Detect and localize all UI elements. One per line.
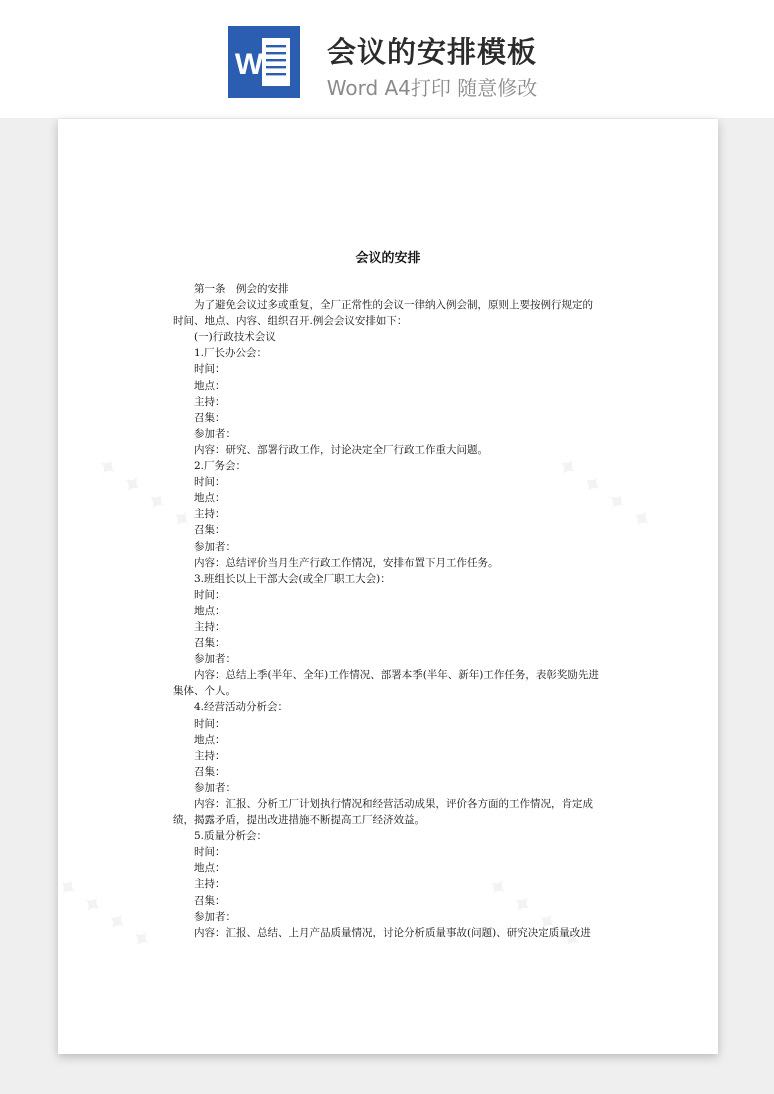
document-line: 参加者： bbox=[194, 910, 236, 923]
document-line: 时间： bbox=[194, 363, 226, 376]
document-line: 内容：汇报、总结、上月产品质量情况，讨论分析质量事故(问题)、研究决定质量改进 bbox=[194, 926, 591, 939]
document-line: 地点： bbox=[194, 862, 226, 875]
word-icon-letter: W bbox=[234, 48, 264, 81]
document-line: 参加者： bbox=[194, 427, 236, 440]
document-line: 参加者： bbox=[194, 540, 236, 553]
document-line: 召集： bbox=[194, 411, 226, 424]
document-line: 召集： bbox=[194, 524, 226, 537]
document-line: 时间： bbox=[194, 476, 226, 489]
watermark-bottom-left bbox=[58, 870, 158, 959]
document-line: 主持： bbox=[194, 395, 226, 408]
document-line: 地点： bbox=[194, 379, 226, 392]
document-line: 主持： bbox=[194, 508, 226, 521]
document-line: 主持： bbox=[194, 749, 226, 762]
document-line: (一)行政技术会议 bbox=[194, 331, 276, 344]
document-line: 地点： bbox=[194, 492, 226, 505]
document-line: 4.经营活动分析会： bbox=[194, 701, 289, 714]
document-line: 5.质量分析会： bbox=[194, 830, 268, 843]
document-line: 时间： bbox=[194, 846, 226, 859]
document-line: 时间： bbox=[194, 717, 226, 730]
template-title: 会议的安排模板 bbox=[326, 35, 537, 69]
document-line: 第一条 例会的安排 bbox=[194, 283, 289, 295]
document-title: 会议的安排 bbox=[355, 251, 421, 266]
document-line: 1.厂长办公会： bbox=[194, 347, 268, 360]
document-line: 地点： bbox=[194, 733, 226, 746]
document-line: 2.厂务会： bbox=[194, 460, 247, 473]
document-line: 内容：总结上季(半年、全年)工作情况、部署本季(半年、新年)工作任务，表彰奖励先进集体、个人。 bbox=[173, 669, 599, 698]
document-line: 3.班组长以上干部大会(或全厂职工大会)： bbox=[194, 572, 391, 585]
document-line: 为了避免会议过多或重复，全厂正常性的会议一律纳入例会制，原则上要按例行规定的时间、地点、内容、组织召开.例会会议安排如下： bbox=[173, 299, 593, 328]
page-header bbox=[0, 0, 774, 118]
document-line: 召集： bbox=[194, 765, 226, 778]
document-line: 主持： bbox=[194, 878, 226, 891]
document-line: 召集： bbox=[194, 894, 226, 907]
document-body bbox=[173, 281, 603, 941]
document-line: 参加者： bbox=[194, 781, 236, 794]
document-line: 时间： bbox=[194, 588, 226, 601]
word-document-icon bbox=[228, 26, 300, 98]
document-line: 主持： bbox=[194, 620, 226, 633]
template-subtitle: Word A4打印 随意修改 bbox=[326, 76, 538, 100]
document-line: 内容：汇报、分析工厂计划执行情况和经营活动成果，评价各方面的工作情况，肯定成绩，揭露矛盾，提出改进措施不断提高工厂经济效益。 bbox=[173, 798, 593, 827]
document-line: 内容：研究、部署行政工作，讨论决定全厂行政工作重大问题。 bbox=[194, 443, 488, 456]
document-page bbox=[58, 119, 718, 1054]
document-line: 召集： bbox=[194, 637, 226, 650]
document-line: 内容：总结评价当月生产行政工作情况，安排布置下月工作任务。 bbox=[194, 556, 499, 569]
document-line: 参加者： bbox=[194, 653, 236, 666]
document-line: 地点： bbox=[194, 604, 226, 617]
